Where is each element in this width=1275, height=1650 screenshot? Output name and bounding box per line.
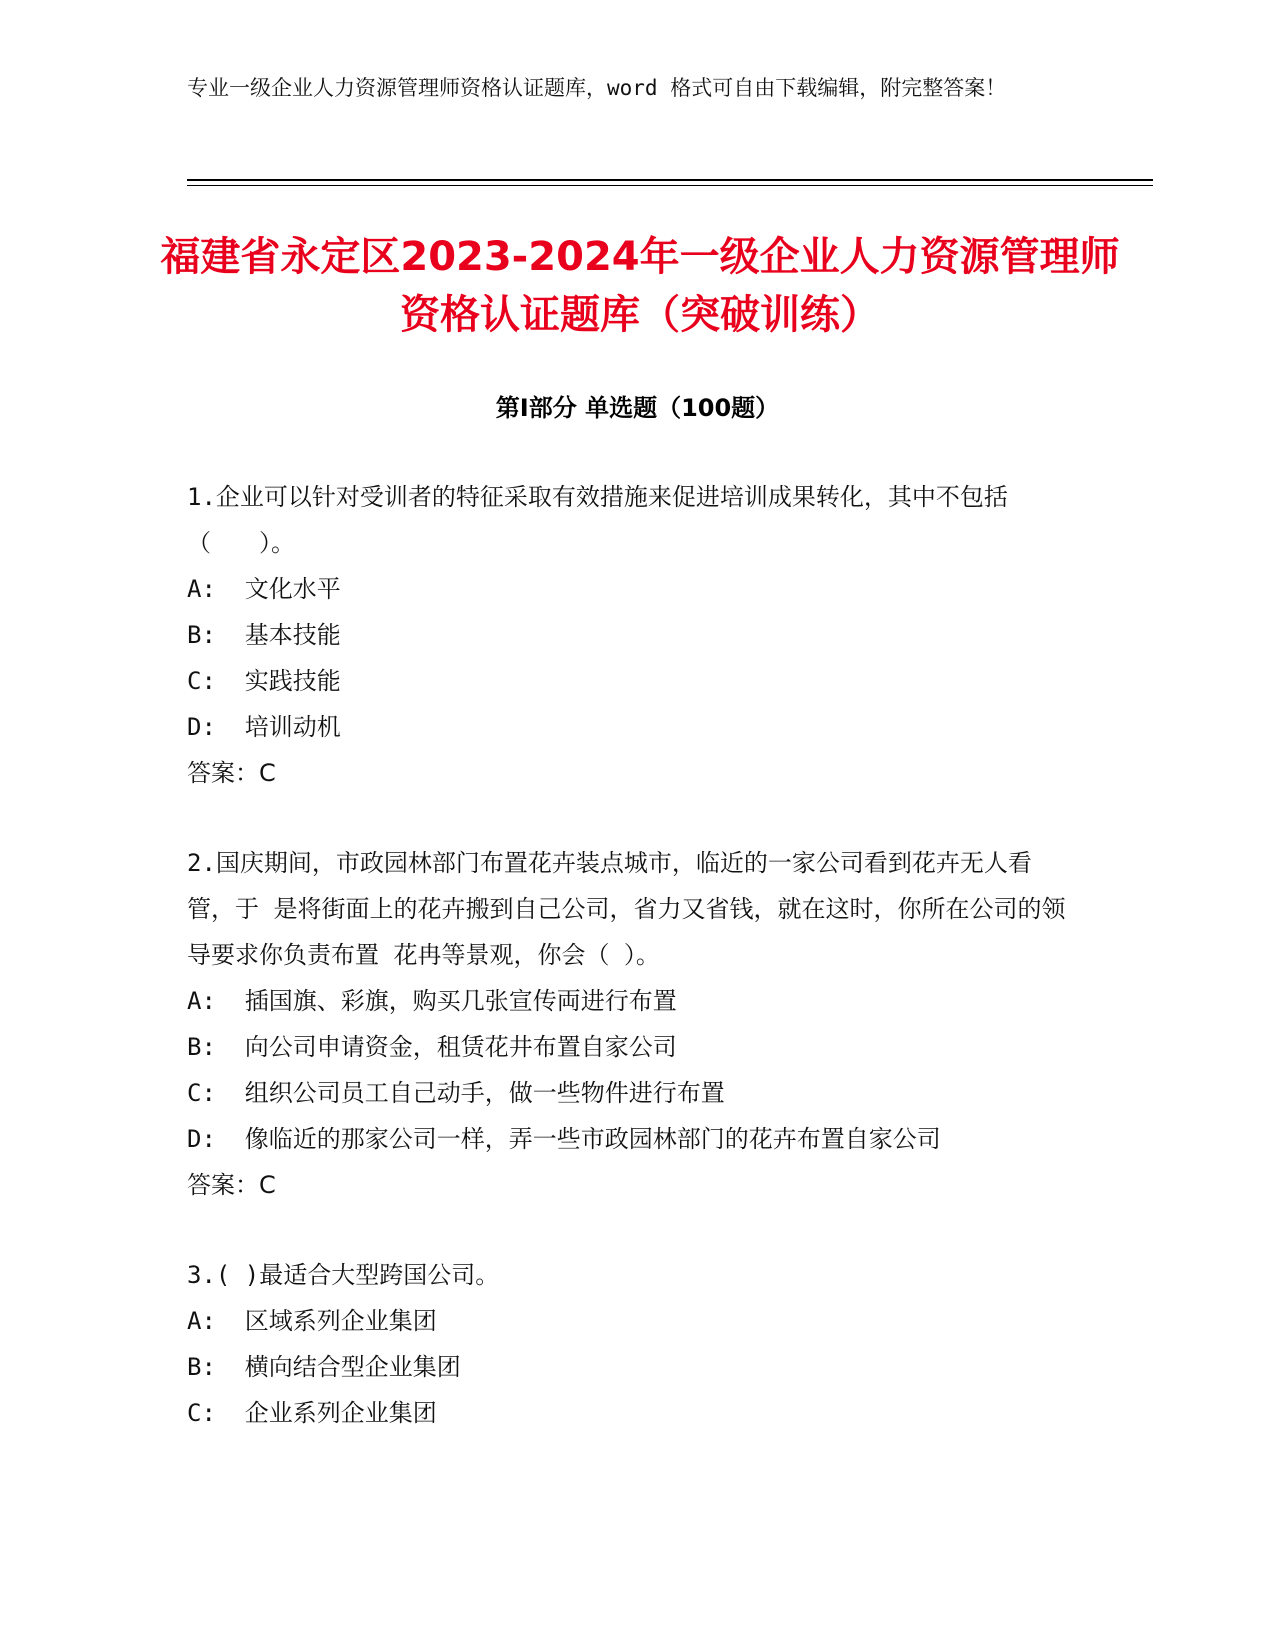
option-c: C: 企业系列企业集团 xyxy=(187,1399,437,1427)
option-d: D: 像临近的那家公司一样，弄一些市政园林部门的花卉布置自家公司 xyxy=(187,1125,941,1153)
option-d: D: 培训动机 xyxy=(187,713,341,741)
question-stem: 3.( )最适合大型跨国公司。 xyxy=(187,1261,500,1289)
document-title: 福建省永定区2023-2024年一级企业人力资源管理师资格认证题库（突破训练） xyxy=(160,234,1120,338)
option-b: B: 基本技能 xyxy=(187,621,341,649)
option-a: A: 文化水平 xyxy=(187,575,341,603)
option-a: A: 插国旗、彩旗，购买几张宣传両进行布置 xyxy=(187,987,677,1015)
header-note: 专业一级企业人力资源管理师资格认证题库，word 格式可自由下载编辑，附完整答案！ xyxy=(187,76,1007,100)
header-divider-thin xyxy=(187,185,1153,186)
question-stem: 2.国庆期间，市政园林部门布置花卉装点城市，临近的一家公司看到花卉无人看管，于 是将街面上的花卉搬到自己公司，省力又省钱，就在这时，你所在公司的领导要求你负责布置 花冉等景观，你会（ ）。 xyxy=(187,849,1066,969)
question-item xyxy=(187,1252,1067,1436)
question-item xyxy=(187,840,1067,1208)
option-b: B: 横向结合型企业集团 xyxy=(187,1353,461,1381)
question-item xyxy=(187,474,1067,796)
answer: 答案：C xyxy=(187,759,276,787)
question-list xyxy=(187,474,1067,1480)
answer: 答案：C xyxy=(187,1171,276,1199)
option-b: B: 向公司申请资金，租赁花井布置自家公司 xyxy=(187,1033,677,1061)
header-divider xyxy=(187,179,1153,181)
question-stem: 1.企业可以针对受训者的特征采取有效措施来促进培训成果转化，其中不包括（ ）。 xyxy=(187,483,1008,557)
option-c: C: 实践技能 xyxy=(187,667,341,695)
option-a: A: 区域系列企业集团 xyxy=(187,1307,437,1335)
section-heading: 第Ⅰ部分 单选题（100题） xyxy=(495,394,780,422)
option-c: C: 组织公司员工自己动手，做一些物件进行布置 xyxy=(187,1079,725,1107)
